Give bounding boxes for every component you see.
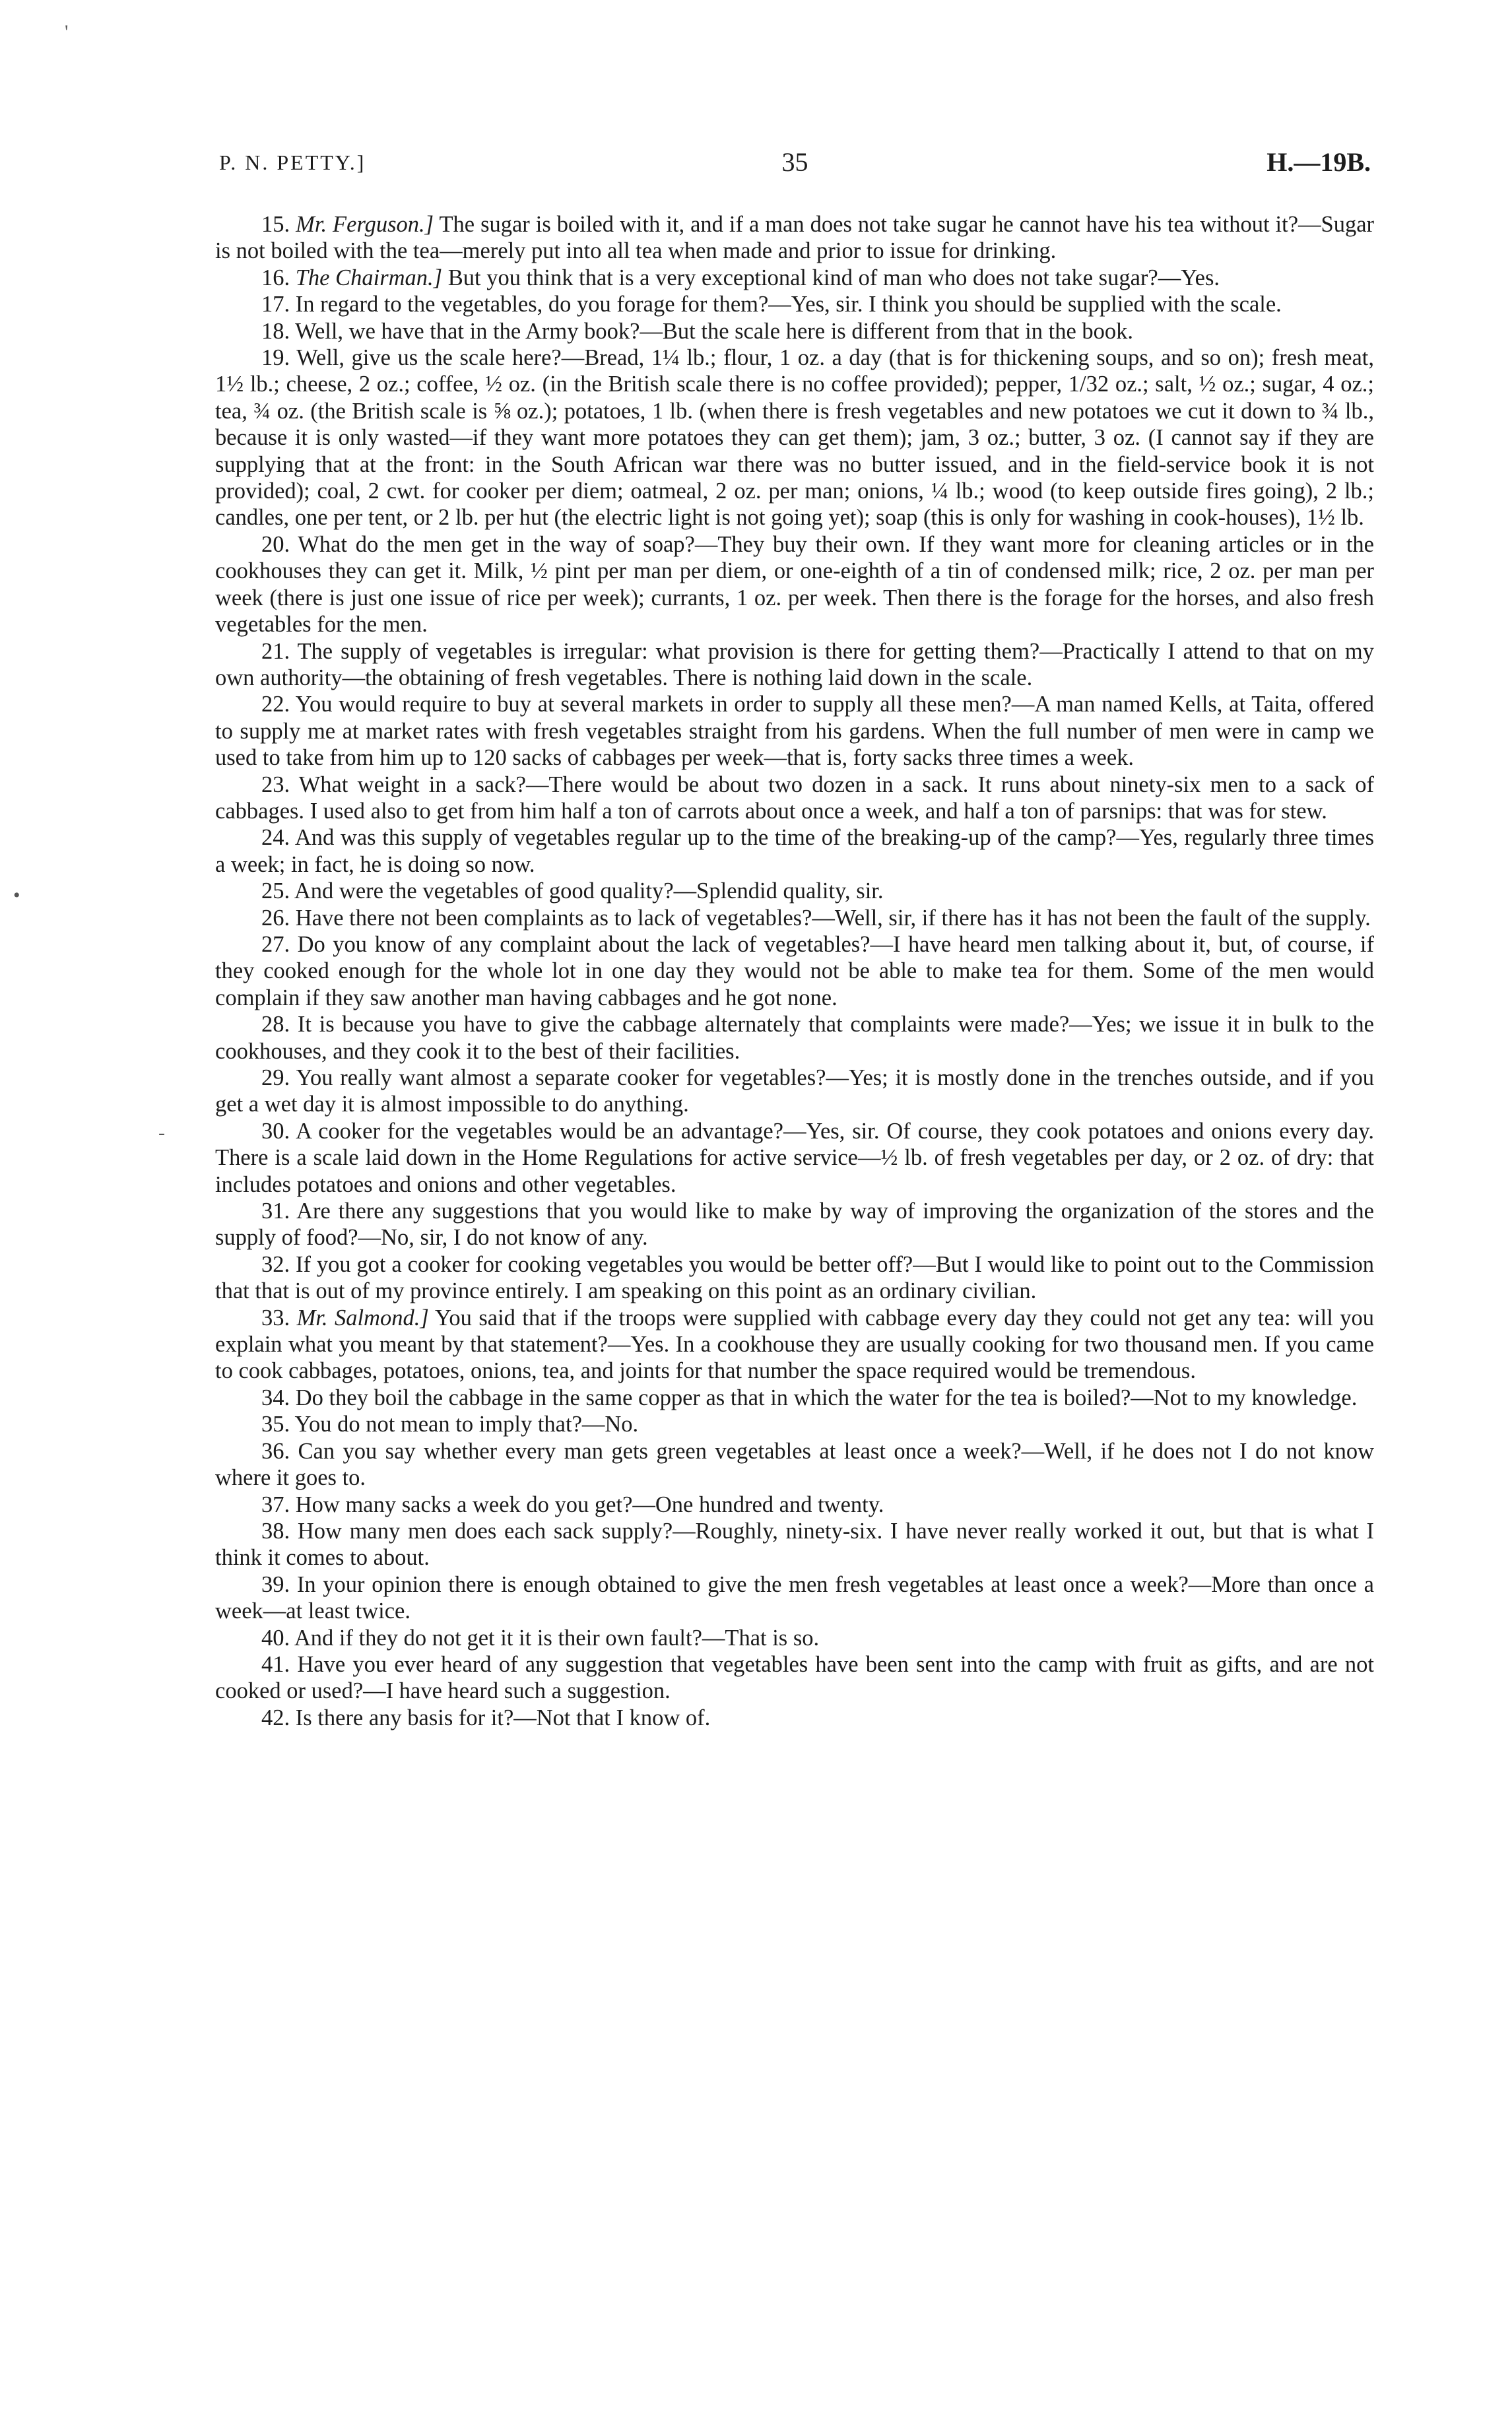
question-paragraph <box>215 211 1374 265</box>
question-answer-text: Can you say whether every man gets green vegetables at least once a week?—Well, if he does not I do not know where it goes to. <box>215 1438 1374 1491</box>
question-paragraph <box>215 531 1374 638</box>
question-answer-text: In your opinion there is enough obtained to give the men fresh vegetables at least once a week?—More than once a week—at least twice. <box>215 1571 1374 1624</box>
question-number: 29. <box>261 1065 290 1090</box>
question-answer-text: But you think that is a very exceptional kind of man who does not take sugar?—Yes. <box>447 265 1220 290</box>
speaker-name: Mr. Ferguson.] <box>296 212 434 237</box>
question-answer-text: Is there any basis for it?—Not that I know of. <box>295 1705 711 1730</box>
question-answer-text: You said that if the troops were supplied with cabbage every day they could not get any tea: will you explain what you meant by that statement?—Yes. In a cookhouse they are usually cooking for two thousand men. If you came to cook cabbages, potatoes, onions, tea, and joints for that number the space required would be tremendous. <box>215 1305 1375 1384</box>
question-answer-text: Have you ever heard of any suggestion that vegetables have been sent into the camp with fruit as gifts, and are not cooked or used?—I have heard such a suggestion. <box>215 1651 1374 1704</box>
question-answer-text: What weight in a sack?—There would be about two dozen in a sack. It runs about ninety-six men to a sack of cabbages. I used also to get from him half a ton of carrots about once a week, and half a ton of parsnips: that was for stew. <box>215 772 1374 824</box>
question-answer-text: It is because you have to give the cabbage alternately that complaints were made?—Yes; we issue it in bulk to the cookhouses, and they cook it to the best of their facilities. <box>215 1012 1374 1064</box>
question-paragraph <box>215 1118 1374 1198</box>
scan-mark: ' <box>65 21 69 43</box>
question-number: 17. <box>261 292 290 317</box>
question-paragraph <box>215 905 1374 931</box>
question-paragraph <box>215 265 1374 291</box>
question-answer-text: In regard to the vegetables, do you forage for them?—Yes, sir. I think you should be supplied with the scale. <box>295 292 1282 317</box>
question-answer-text: Are there any suggestions that you would like to make by way of improving the organization of the stores and the supply of food?—No, sir, I do not know of any. <box>215 1199 1374 1251</box>
question-paragraph <box>215 824 1374 878</box>
scan-mark: • <box>13 884 20 906</box>
question-paragraph <box>215 931 1374 1011</box>
question-number: 18. <box>261 318 290 344</box>
question-paragraph <box>215 291 1374 317</box>
question-paragraph <box>215 1518 1374 1571</box>
question-number: 32. <box>261 1251 290 1277</box>
question-answer-text: You would require to buy at several markets in order to supply all these men?—A man named Kells, at Taita, offered to supply me at market rates with fresh vegetables straight from his gardens. When the full number of men were in camp we used to take from him up to 120 sacks of cabbages per week—that is, forty sacks three times a week. <box>215 692 1374 771</box>
question-number: 22. <box>261 692 290 717</box>
question-answer-text: You do not mean to imply that?—No. <box>294 1412 639 1437</box>
question-number: 42. <box>261 1705 290 1730</box>
question-answer-text: You really want almost a separate cooker for vegetables?—Yes; it is mostly done in the trenches outside, and if you get a wet day it is almost impossible to do anything. <box>215 1065 1374 1117</box>
question-paragraph <box>215 638 1374 692</box>
question-paragraph <box>215 772 1374 825</box>
question-number: 21. <box>261 638 290 664</box>
question-number: 39. <box>261 1571 290 1597</box>
question-number: 28. <box>261 1012 290 1037</box>
question-paragraph <box>215 691 1374 771</box>
speaker-name: The Chairman.] <box>295 265 443 290</box>
question-number: 15. <box>261 212 290 237</box>
question-number: 20. <box>261 531 290 557</box>
question-number: 27. <box>261 931 290 957</box>
question-number: 38. <box>261 1518 290 1544</box>
question-paragraph <box>215 878 1374 904</box>
question-paragraph <box>215 1651 1374 1705</box>
question-paragraph <box>215 1705 1374 1731</box>
question-paragraph <box>215 1385 1374 1411</box>
question-number: 37. <box>261 1492 290 1517</box>
question-answer-text: If you got a cooker for cooking vegetables you would be better off?—But I would like to point out to the Commission that that is out of my province entirely. I am speaking on this point as an ordinary civilian. <box>215 1251 1375 1304</box>
scan-mark: - <box>158 1122 165 1144</box>
question-paragraph <box>215 318 1374 345</box>
question-paragraph <box>215 1198 1374 1251</box>
question-answer-text: The supply of vegetables is irregular: what provision is there for getting them?—Practically I attend to that on my own authority—the obtaining of fresh vegetables. There is nothing laid down in the scale. <box>215 638 1374 690</box>
question-number: 19. <box>261 345 290 371</box>
question-answer-text: What do the men get in the way of soap?—They buy their own. If they want more for cleaning articles or in the cookhouses they can get it. Milk, ½ pint per man per diem, or one-eighth of a tin of condensed milk; rice, 2 oz. per man per week (there is just one issue of rice per week); currants, 1 oz. per week. Then there is the forage for the horses, and also fresh vegetables for the men. <box>215 531 1374 638</box>
question-number: 25. <box>261 878 290 904</box>
question-paragraph <box>215 1411 1374 1437</box>
question-answer-text: And were the vegetables of good quality?—Splendid quality, sir. <box>294 878 884 904</box>
question-number: 41. <box>261 1651 290 1677</box>
question-number: 31. <box>261 1199 290 1224</box>
question-number: 33. <box>261 1305 290 1331</box>
page-number: 35 <box>781 147 808 177</box>
speaker-name: Mr. Salmond.] <box>296 1305 429 1331</box>
question-number: 30. <box>261 1118 290 1144</box>
question-answer-text: Well, give us the scale here?—Bread, 1¼ lb.; flour, 1 oz. a day (that is for thickening soups, and so on); fresh meat, 1½ lb.; cheese, 2 oz.; coffee, ½ oz. (in the British scale there is no coffee provided); pepper, 1/32 oz.; salt, ½ oz.; sugar, 4 oz.; tea, ¾ oz. (the British scale is ⅝ oz.); potatoes, 1 lb. (when there is fresh vegetables and new potatoes we cut it down to ¾ lb., because it is only wasted—if they want more potatoes they can get them); jam, 3 oz.; butter, 3 oz. (I cannot say if they are supplying that at the front: in the South African war there was no butter issued, and in the field-service book it is not provided); coal, 2 cwt. for cooker per diem; oatmeal, 2 oz. per man; onions, ¼ lb.; wood (to keep outside fires going), 2 lb.; candles, one per tent, or 2 lb. per hut (the electric light is not going yet); soap (this is only for washing in cook-houses), 1½ lb. <box>215 345 1374 531</box>
question-answer-text: The sugar is boiled with it, and if a man does not take sugar he cannot have his tea without it?—Sugar is not boiled with the tea—merely put into all tea when made and prior to issue for drinking. <box>215 212 1374 264</box>
question-answer-text: Do they boil the cabbage in the same copper as that in which the water for the tea is boiled?—Not to my knowledge. <box>295 1385 1358 1410</box>
question-answer-text: Have there not been complaints as to lack of vegetables?—Well, sir, if there has it has not been the fault of the supply. <box>295 905 1371 931</box>
question-answer-text: Do you know of any complaint about the lack of vegetables?—I have heard men talking about it, but, of course, if they cooked enough for the whole lot in one day they would not be able to make tea for them. Some of the men would complain if they saw another man having cabbages and he got none. <box>215 931 1374 1010</box>
question-paragraph <box>215 1492 1374 1518</box>
question-answer-text: And if they do not get it it is their own fault?—That is so. <box>294 1625 820 1651</box>
question-number: 36. <box>261 1438 290 1464</box>
question-paragraph <box>215 1571 1374 1625</box>
question-paragraph <box>215 1011 1374 1065</box>
question-number: 24. <box>261 825 290 851</box>
question-paragraph <box>215 1438 1374 1492</box>
question-paragraph <box>215 1625 1374 1651</box>
question-paragraph <box>215 1065 1374 1118</box>
question-number: 16. <box>261 265 290 290</box>
question-paragraph <box>215 1251 1374 1305</box>
page-header <box>219 147 1371 186</box>
question-answer-text: How many men does each sack supply?—Roughly, ninety-six. I have never really worked it out, but that is what I think it comes to about. <box>215 1518 1375 1571</box>
question-answer-text: A cooker for the vegetables would be an advantage?—Yes, sir. Of course, they cook potatoes and onions every day. There is a scale laid down in the Home Regulations for active service—½ lb. of fresh vegetables per day, or 2 oz. of dry: that includes potatoes and onions and other vegetables. <box>215 1118 1374 1197</box>
question-answer-text: Well, we have that in the Army book?—But the scale here is different from that in the book. <box>295 318 1134 344</box>
question-answer-text: And was this supply of vegetables regular up to the time of the breaking-up of the camp?—Yes, regularly three times a week; in fact, he is doing so now. <box>215 825 1374 877</box>
transcript-body <box>215 211 1374 1731</box>
document-reference: H.—19B. <box>1266 147 1371 177</box>
question-paragraph <box>215 1305 1374 1385</box>
header-witness: P. N. PETTY.] <box>219 150 366 174</box>
question-number: 23. <box>261 772 290 797</box>
question-answer-text: How many sacks a week do you get?—One hundred and twenty. <box>295 1492 884 1517</box>
question-number: 40. <box>261 1625 290 1651</box>
question-number: 34. <box>261 1385 290 1410</box>
question-number: 35. <box>261 1412 290 1437</box>
question-number: 26. <box>261 905 290 931</box>
question-paragraph <box>215 345 1374 531</box>
